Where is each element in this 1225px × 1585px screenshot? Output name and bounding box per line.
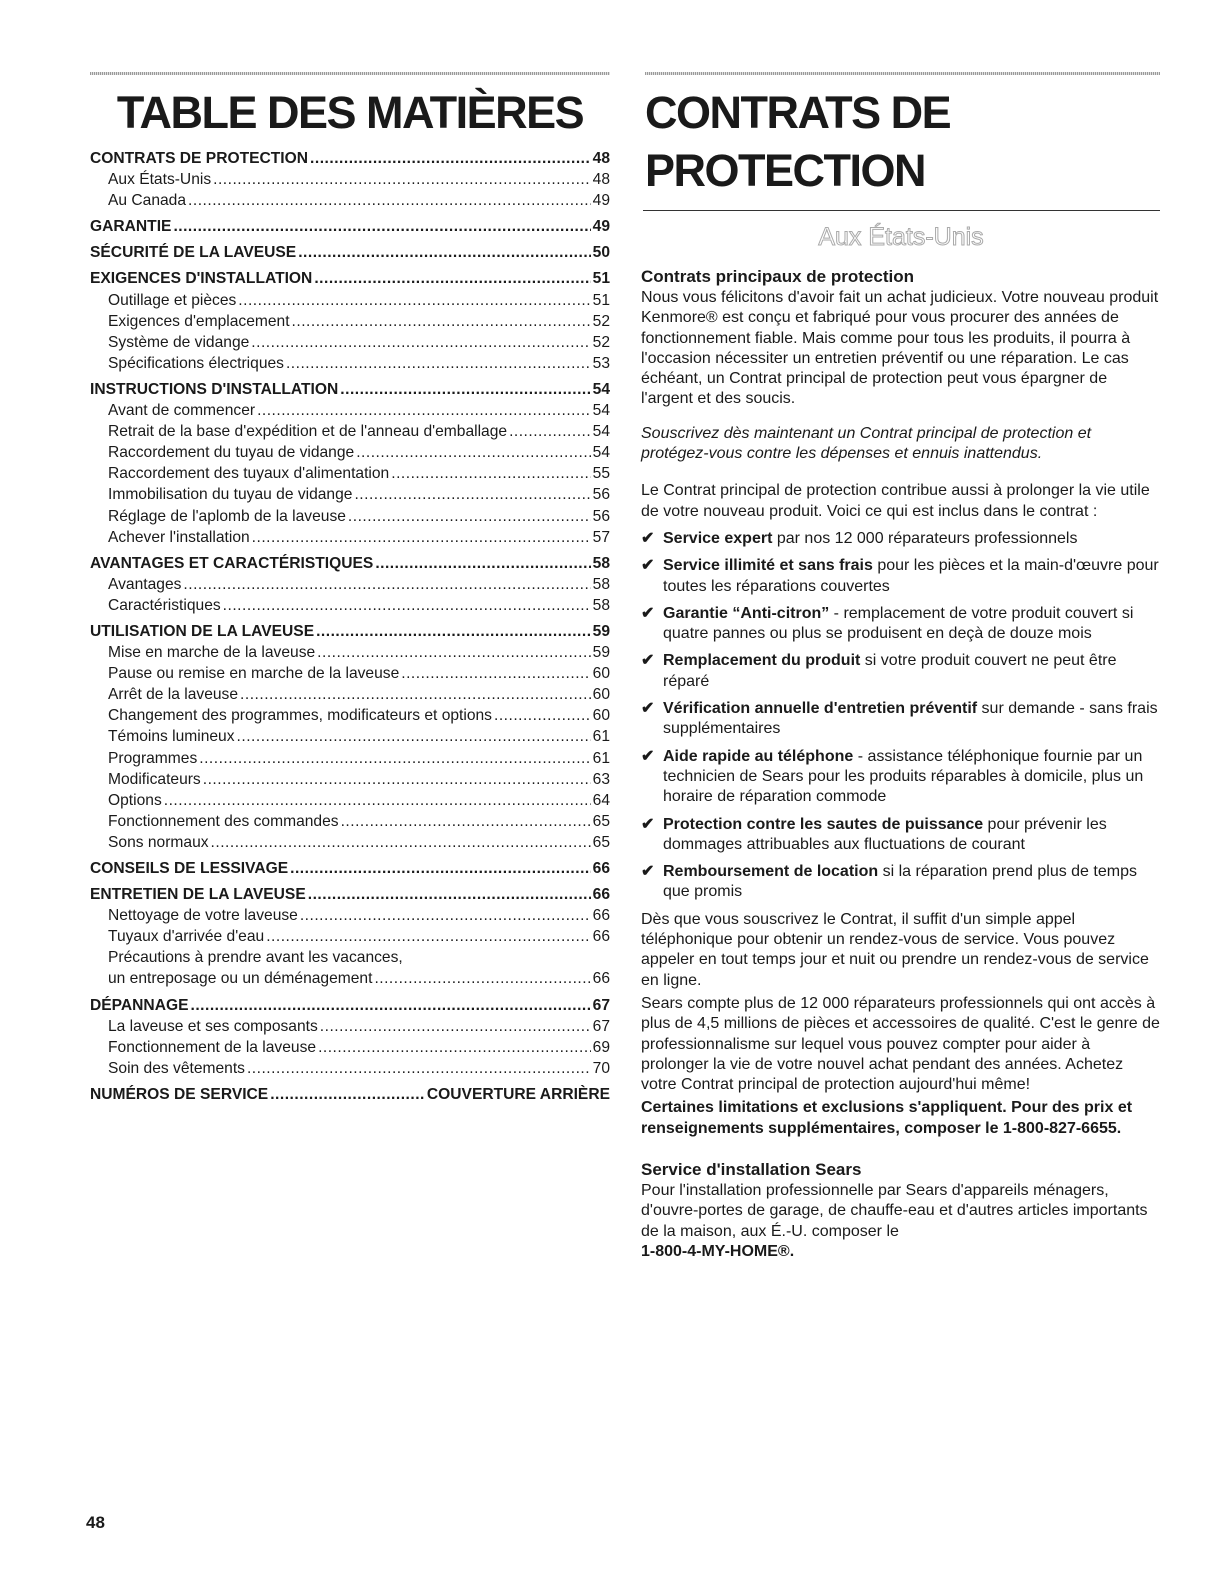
- toc-entry-label: Aux États-Unis: [108, 171, 212, 189]
- toc-entry-page: 52: [592, 312, 610, 330]
- toc-dot-leader: [199, 748, 590, 769]
- benefit-item: [641, 651, 1161, 692]
- toc-entry-page: 54: [592, 423, 610, 441]
- toc-dot-leader: [341, 811, 591, 832]
- toc-entry-label: GARANTIE: [90, 218, 172, 236]
- benefit-text: si la réparation prend plus de temps que promis: [663, 863, 1137, 901]
- toc-entry: [90, 190, 610, 211]
- toc-entry-page: 66: [592, 886, 610, 904]
- toc-dot-leader: [391, 463, 590, 484]
- benefit-title: Service illimité et sans frais: [663, 557, 873, 575]
- toc-entry-label: Sons normaux: [108, 833, 209, 851]
- toc-entry: [90, 905, 610, 926]
- toc-dot-leader: [308, 884, 591, 905]
- toc-entry-label: SÉCURITÉ DE LA LAVEUSE: [90, 244, 297, 262]
- toc-dot-leader: [494, 705, 591, 726]
- toc-entry-label: Avant de commencer: [108, 402, 256, 420]
- toc-dot-leader: [240, 684, 591, 705]
- toc-entry-label: Raccordement du tuyau de vidange: [108, 444, 355, 462]
- toc-entry: [90, 332, 610, 353]
- benefit-title: Vérification annuelle d'entretien préventif: [663, 700, 978, 718]
- toc-entry: [90, 1058, 610, 1079]
- toc-entry: [90, 995, 610, 1016]
- toc-dot-leader: [310, 148, 591, 169]
- toc-entry: [90, 148, 610, 169]
- toc-entry: [90, 884, 610, 905]
- benefit-title: Aide rapide au téléphone: [663, 747, 854, 765]
- toc-entry: [90, 553, 610, 574]
- toc-dot-leader: [316, 621, 591, 642]
- contracts-title: CONTRATS DE PROTECTION: [645, 87, 951, 196]
- toc-entry-page: 48: [592, 171, 610, 189]
- toc-entry-page: 61: [592, 728, 610, 746]
- toc-entry-page: 65: [592, 833, 610, 851]
- toc-entry-label: Exigences d'emplacement: [108, 312, 290, 330]
- toc-dot-leader: [173, 216, 590, 237]
- toc-entry: [90, 595, 610, 616]
- toc-dot-leader: [188, 190, 591, 211]
- toc-entry: [90, 353, 610, 374]
- toc-entry-label: Arrêt de la laveuse: [108, 686, 239, 704]
- toc-entry: [90, 484, 610, 505]
- toc-entry-page: 64: [592, 791, 610, 809]
- toc-entry-label: CONTRATS DE PROTECTION: [90, 150, 309, 167]
- toc-entry-label: Avantages: [108, 575, 182, 593]
- benefit-text: par nos 12 000 réparateurs professionnels: [772, 529, 1078, 547]
- toc-entry-label: Caractéristiques: [108, 596, 221, 614]
- toc-dot-leader: [237, 726, 591, 747]
- toc-entry-label: La laveuse et ses composants: [108, 1017, 318, 1035]
- check-mark-icon: ✔: [641, 604, 655, 622]
- includes-paragraph: Le Contrat principal de protection contribue aussi à prolonger la vie utile de votre nouveau produit. Voici ce qui est inclus dans le contrat :: [641, 482, 1150, 520]
- toc-entry-page: 67: [592, 1017, 610, 1035]
- toc-entry-page: 49: [592, 192, 610, 210]
- heading-master-contracts: Contrats principaux de protection: [641, 267, 914, 286]
- benefit-text: - assistance téléphonique fournie par un technicien de Sears pour les produits réparables à domicile, plus un horaire de réparation commode: [663, 747, 1144, 806]
- toc-dot-leader: [252, 527, 591, 548]
- toc-entry-page: 66: [592, 970, 610, 988]
- toc-dot-leader: [270, 1084, 425, 1105]
- toc-entry-page: 49: [592, 218, 610, 236]
- benefit-item: [641, 604, 1161, 645]
- toc-entry-page: 58: [592, 596, 610, 614]
- toc-entry-page: 65: [592, 812, 610, 830]
- installation-phone: 1-800-4-MY-HOME®.: [641, 1242, 795, 1260]
- toc-entry-page: 56: [592, 486, 610, 504]
- toc-entry-page: 54: [592, 402, 610, 420]
- toc-dot-leader: [509, 421, 591, 442]
- toc-entry-label: Système de vidange: [108, 333, 250, 351]
- toc-entry-page: 60: [592, 707, 610, 725]
- toc-entry: [90, 926, 610, 947]
- check-mark-icon: ✔: [641, 529, 655, 547]
- call-paragraph: Dès que vous souscrivez le Contrat, il suffit d'un simple appel téléphonique pour obtenir un rendez-vous de service. Vous pouvez appeler en tout temps jour et nuit ou prendre un rendez-vous de service en ligne.: [641, 910, 1149, 989]
- table-of-contents: [90, 84, 610, 1105]
- toc-entry-page: 66: [592, 928, 610, 946]
- benefit-item: [641, 556, 1161, 597]
- benefit-item: [641, 815, 1161, 856]
- benefit-title: Remboursement de location: [663, 863, 879, 881]
- toc-entry: [90, 421, 610, 442]
- intro-paragraph: Nous vous félicitons d'avoir fait un achat judicieux. Votre nouveau produit Kenmore® est conçu et fabriqué pour vous procurer des années de fonctionnement fiable. Mais comme pour tous les produits, il pourra à l'occasion nécessiter un entretien préventif ou une réparation. Le cas échéant, un Contrat principal de protection peut vous épargner de l'argent et des soucis.: [641, 289, 1159, 408]
- toc-entry-label: Pause ou remise en marche de la laveuse: [108, 665, 400, 683]
- toc-entry: [90, 311, 610, 332]
- toc-dot-leader: [374, 968, 590, 989]
- toc-entry-label: EXIGENCES D'INSTALLATION: [90, 270, 313, 288]
- toc-dot-leader: [375, 553, 590, 574]
- toc-entry-label: Retrait de la base d'expédition et de l'anneau d'emballage: [108, 423, 508, 441]
- toc-entry-label: INSTRUCTIONS D'INSTALLATION: [90, 380, 339, 398]
- toc-entry-label: Précautions à prendre avant les vacances,: [108, 949, 403, 967]
- benefit-item: [641, 747, 1161, 808]
- toc-entry-page: 51: [592, 270, 610, 288]
- toc-entry-page: 48: [592, 150, 610, 167]
- toc-entry: [90, 1016, 610, 1037]
- toc-list: [90, 148, 610, 1105]
- toc-entry: [90, 527, 610, 548]
- toc-entry-label: Immobilisation du tuyau de vidange: [108, 486, 353, 504]
- toc-entry-page: 53: [592, 354, 610, 372]
- toc-entry-page: 55: [592, 465, 610, 483]
- toc-entry: [90, 506, 610, 527]
- toc-entry: [90, 968, 610, 989]
- toc-entry-label: Nettoyage de votre laveuse: [108, 907, 298, 925]
- toc-dot-leader: [223, 595, 591, 616]
- toc-entry-label: Modificateurs: [108, 770, 201, 788]
- toc-entry-page: 63: [592, 770, 610, 788]
- toc-entry: [90, 216, 610, 237]
- toc-entry-label: DÉPANNAGE: [90, 996, 189, 1014]
- toc-dot-leader: [320, 1016, 591, 1037]
- toc-entry: [90, 268, 610, 289]
- toc-entry-page: 57: [592, 528, 610, 546]
- toc-dot-leader: [356, 442, 590, 463]
- toc-entry: [90, 574, 610, 595]
- toc-dot-leader: [257, 400, 591, 421]
- toc-entry: [90, 858, 610, 879]
- toc-dot-leader: [183, 574, 590, 595]
- toc-dot-leader: [300, 905, 591, 926]
- toc-entry-label: Tuyaux d'arrivée d'eau: [108, 928, 265, 946]
- toc-entry-label: Options: [108, 791, 162, 809]
- toc-entry-page: 69: [592, 1038, 610, 1056]
- toc-entry: [90, 290, 610, 311]
- toc-dot-leader: [266, 926, 590, 947]
- toc-dot-leader: [298, 242, 590, 263]
- benefit-title: Garantie “Anti-citron”: [663, 604, 830, 622]
- toc-entry-page: COUVERTURE ARRIÈRE: [426, 1085, 610, 1103]
- toc-entry: [90, 1084, 610, 1105]
- toc-entry-page: 50: [592, 244, 610, 262]
- toc-dot-leader: [290, 858, 591, 879]
- benefit-text: pour les pièces et la main-d'œuvre pour toutes les réparations couvertes: [663, 557, 1159, 595]
- toc-dot-leader: [203, 769, 591, 790]
- toc-entry-label: Fonctionnement de la laveuse: [108, 1038, 317, 1056]
- region-heading: Aux États-Unis: [818, 223, 984, 251]
- toc-entry-label: Changement des programmes, modificateurs et options: [108, 707, 492, 725]
- toc-entry: [90, 463, 610, 484]
- toc-entry: [90, 811, 610, 832]
- toc-dot-leader: [354, 484, 590, 505]
- toc-entry: [90, 642, 610, 663]
- heading-installation-service: Service d'installation Sears: [641, 1159, 862, 1179]
- toc-entry-page: 58: [592, 575, 610, 593]
- benefits-list: [641, 529, 1161, 903]
- toc-entry-label: Fonctionnement des commandes: [108, 812, 339, 830]
- benefit-text: sur demande - sans frais supplémentaires: [663, 700, 1158, 738]
- toc-entry-label: CONSEILS DE LESSIVAGE: [90, 860, 289, 877]
- toc-entry: [90, 684, 610, 705]
- toc-entry-label: Spécifications électriques: [108, 354, 284, 372]
- page-number: 48: [86, 1513, 105, 1532]
- toc-entry-page: 66: [592, 860, 610, 877]
- benefit-item: [641, 862, 1161, 903]
- toc-entry: [90, 663, 610, 684]
- toc-entry-page: 59: [592, 644, 610, 662]
- toc-entry: [90, 705, 610, 726]
- toc-dot-leader: [251, 332, 590, 353]
- toc-dot-leader: [317, 642, 590, 663]
- toc-entry-page: 56: [592, 507, 610, 525]
- toc-entry-label: Outillage et pièces: [108, 291, 237, 309]
- toc-entry-page: 59: [592, 622, 610, 640]
- check-mark-icon: ✔: [641, 815, 655, 833]
- title-divider: [643, 210, 1160, 211]
- toc-dot-leader: [401, 663, 590, 684]
- toc-entry-label: Programmes: [108, 749, 198, 767]
- toc-title: TABLE DES MATIÈRES: [116, 87, 584, 138]
- toc-entry-label: Mise en marche de la laveuse: [108, 644, 316, 662]
- toc-entry: [90, 400, 610, 421]
- toc-dot-leader: [211, 832, 591, 853]
- toc-entry-label: AVANTAGES ET CARACTÉRISTIQUES: [90, 554, 374, 572]
- toc-entry-label: UTILISATION DE LA LAVEUSE: [90, 622, 315, 640]
- toc-entry-label: NUMÉROS DE SERVICE: [90, 1085, 269, 1103]
- benefit-title: Protection contre les sautes de puissance: [663, 815, 984, 833]
- toc-entry-page: 60: [592, 665, 610, 683]
- toc-entry-label: Achever l'installation: [108, 528, 250, 546]
- toc-entry: [90, 442, 610, 463]
- toc-entry-page: 61: [592, 749, 610, 767]
- toc-entry: [90, 726, 610, 747]
- toc-dot-leader: [318, 1037, 591, 1058]
- toc-entry-page: 58: [592, 554, 610, 572]
- benefit-title: Service expert: [663, 529, 773, 547]
- toc-dot-leader: [292, 311, 591, 332]
- sears-paragraph: Sears compte plus de 12 000 réparateurs professionnels qui ont accès à plus de 4,5 millions de pièces et accessoires de qualité. C'est le genre de professionnalisme sur lequel vous pouvez compter pour aider à prolonger la vie de votre nouvel achat pendant des années. Achetez votre Contrat principal de protection aujourd'hui même!: [641, 994, 1160, 1094]
- protection-contracts-section: [641, 84, 1161, 1262]
- toc-entry: [90, 242, 610, 263]
- toc-entry-label: Soin des vêtements: [108, 1059, 245, 1077]
- check-mark-icon: ✔: [641, 700, 655, 718]
- toc-dot-leader: [190, 995, 590, 1016]
- toc-entry: [90, 748, 610, 769]
- toc-entry-page: 54: [592, 380, 610, 398]
- check-mark-icon: ✔: [641, 557, 655, 575]
- benefit-text: - remplacement de votre produit couvert si quatre pannes ou plus se produisent en deçà de douze mois: [663, 604, 1134, 643]
- benefit-text: pour prévenir les dommages attribuables aux fluctuations de courant: [663, 815, 1107, 853]
- toc-entry-label: Réglage de l'aplomb de la laveuse: [108, 507, 346, 525]
- benefit-text: si votre produit couvert ne peut être réparé: [663, 652, 1117, 690]
- toc-entry: [90, 379, 610, 400]
- benefit-item: [641, 529, 1161, 549]
- installation-paragraph: [641, 1181, 1161, 1262]
- toc-entry: [90, 832, 610, 853]
- italic-paragraph: Souscrivez dès maintenant un Contrat principal de protection et protégez-vous contre les dépenses et ennuis inattendus.: [641, 424, 1092, 463]
- toc-dot-leader: [314, 268, 590, 289]
- toc-dot-leader: [247, 1058, 591, 1079]
- toc-entry-label: ENTRETIEN DE LA LAVEUSE: [90, 886, 306, 904]
- toc-entry-page: 52: [592, 333, 610, 351]
- toc-entry: [90, 1037, 610, 1058]
- toc-entry: [90, 790, 610, 811]
- toc-entry-page: 66: [592, 907, 610, 925]
- toc-dot-leader: [348, 506, 591, 527]
- check-mark-icon: ✔: [641, 747, 655, 765]
- check-mark-icon: ✔: [641, 863, 655, 881]
- benefit-item: [641, 699, 1161, 740]
- toc-entry-label: Au Canada: [108, 192, 187, 210]
- toc-dot-leader: [340, 379, 590, 400]
- toc-dot-leader: [213, 169, 591, 190]
- toc-entry-page: 70: [592, 1059, 610, 1077]
- toc-entry: [90, 769, 610, 790]
- toc-entry-page: 67: [592, 996, 610, 1014]
- toc-dot-leader: [286, 353, 591, 374]
- toc-entry: [90, 621, 610, 642]
- toc-entry-page: 54: [592, 444, 610, 462]
- toc-entry: [90, 947, 610, 968]
- limitations-paragraph: Certaines limitations et exclusions s'appliquent. Pour des prix et renseignements supplémentaires, composer le 1-800-827-6655.: [641, 1099, 1133, 1137]
- toc-dot-leader: [164, 790, 591, 811]
- toc-entry-label: un entreposage ou un déménagement: [108, 970, 373, 988]
- toc-entry-label: Raccordement des tuyaux d'alimentation: [108, 465, 390, 483]
- toc-entry-page: 51: [592, 291, 610, 309]
- benefit-title: Remplacement du produit: [663, 652, 861, 670]
- toc-entry-label: Témoins lumineux: [108, 728, 235, 746]
- decorative-rule-right: [645, 72, 1160, 75]
- toc-entry-page: 60: [592, 686, 610, 704]
- check-mark-icon: ✔: [641, 652, 655, 670]
- decorative-rule-left: [90, 72, 610, 75]
- installation-text: Pour l'installation professionnelle par Sears d'appareils ménagers, d'ouvre-portes de garage, de chauffe-eau et d'autres articles importants de la maison, aux É.-U. composer le: [641, 1181, 1148, 1240]
- toc-entry: [90, 169, 610, 190]
- toc-dot-leader: [238, 290, 590, 311]
